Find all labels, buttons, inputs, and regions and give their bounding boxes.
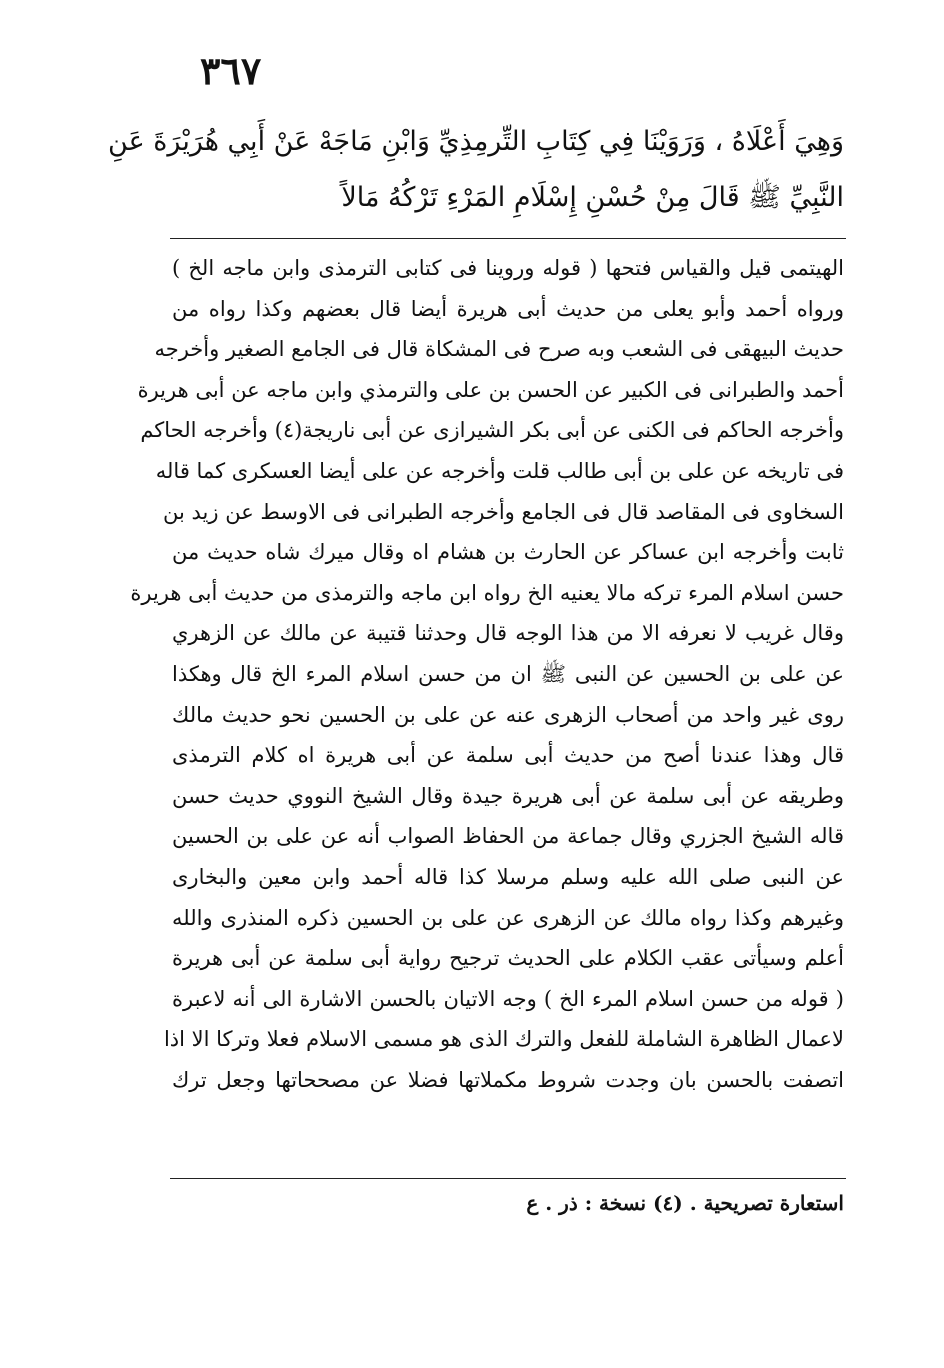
commentary-block — [130, 248, 844, 1100]
page-number: ٣٦٧ — [200, 48, 262, 93]
commentary-line: ورواه أحمد وأبو يعلى من حديث أبى هريرة أيضا قال بعضهم وكذا رواه من — [172, 296, 844, 321]
commentary-line: عن النبى صلى الله عليه وسلم مرسلا كذا قاله أحمد وابن معين والبخارى — [172, 864, 844, 889]
commentary-line: فى تاريخه عن على بن أبى طالب قلت وأخرجه عن على أيضا العسكرى كما قاله — [155, 458, 844, 483]
commentary-line: قاله الشيخ الجزري وقال جماعة من الحفاظ الصواب أنه عن على بن الحسين — [172, 824, 844, 849]
main-text-line: النَّبِيِّ ﷺ قَالَ مِنْ حُسْنِ إِسْلَامِ المَرْءِ تَرْكُهُ مَالاً — [341, 182, 844, 213]
commentary-line: ثابت وأخرجه ابن عساكر عن الحارث بن هشام اه وقال ميرك شاه حديث من — [172, 540, 844, 565]
commentary-line: الهيتمى قيل والقياس فتحها ( قوله وروينا فى كتابى الترمذى وابن ماجه الخ ) — [172, 256, 844, 280]
commentary-line: حديث البيهقى فى الشعب وبه صرح فى المشكاة قال فى الجامع الصغير وأخرجه — [154, 337, 844, 362]
commentary-line: عن على بن الحسين عن النبى ﷺ ان من حسن اسلام المرء الخ قال وهكذا — [172, 661, 844, 686]
commentary-line: لاعمال الظاهرة الشاملة للفعل والترك الذى هو مسمى الاسلام فعلا وتركا الا اذا — [163, 1027, 844, 1052]
commentary-line: وطريقه عن أبى سلمة عن أبى هريرة جيدة وقال الشيخ النووي حديث حسن — [172, 783, 844, 808]
commentary-line: أعلم وسيأتى عقب الكلام على الحديث ترجيح رواية أبى سلمة عن أبى هريرة — [172, 946, 844, 971]
commentary-line: وقال غريب لا نعرفه الا من هذا الوجه قال وحدثنا قتيبة عن مالك عن الزهري — [172, 621, 844, 646]
commentary-line: وغيرهم وكذا رواه مالك عن الزهرى عن على بن الحسين ذكره المنذرى والله — [172, 905, 844, 930]
commentary-line: ( قوله من حسن اسلام المرء الخ ) وجه الاتيان بالحسن الاشارة الى أنه لاعبرة — [172, 986, 844, 1011]
commentary-line: أحمد والطبرانى فى الكبير عن الحسن بن على والترمذي وابن ماجه عن أبى هريرة — [137, 377, 844, 402]
bottom-divider-rule — [170, 1178, 846, 1179]
commentary-line: قال وهذا عندنا أصح من حديث أبى سلمة عن أبى هريرة اه كلام الترمذى — [172, 743, 844, 768]
main-text-block — [108, 114, 844, 226]
top-divider-rule — [170, 238, 846, 239]
commentary-line: اتصفت بالحسن بان وجدت شروط مكملاتها فضلا عن مصححاتها وجعل ترك — [172, 1067, 844, 1092]
footnote: استعارة تصريحية . (٤) نسخة : ذر . ع — [526, 1191, 844, 1215]
commentary-line: وأخرجه الحاكم فى الكنى عن أبى بكر الشيرازى عن أبى ناريجة(٤) وأخرجه الحاكم — [140, 418, 844, 443]
commentary-line: روى غير واحد من أصحاب الزهرى عنه عن على بن الحسين نحو حديث مالك — [172, 702, 844, 727]
commentary-line: السخاوى فى المقاصد قال فى الجامع وأخرجه الطبرانى فى الاوسط عن زيد بن — [163, 499, 844, 524]
main-text-line: وَهِيَ أَعْلَاهُ ، وَرَوَيْنَا فِي كِتَابِ التِّرمِذِيِّ وَابْنِ مَاجَهْ عَنْ أَبِي هُرَيْرَةَ عَنِ — [108, 126, 844, 157]
commentary-line: حسن اسلام المرء تركه مالا يعنيه الخ رواه ابن ماجه والترمذى من حديث أبى هريرة — [130, 580, 844, 605]
